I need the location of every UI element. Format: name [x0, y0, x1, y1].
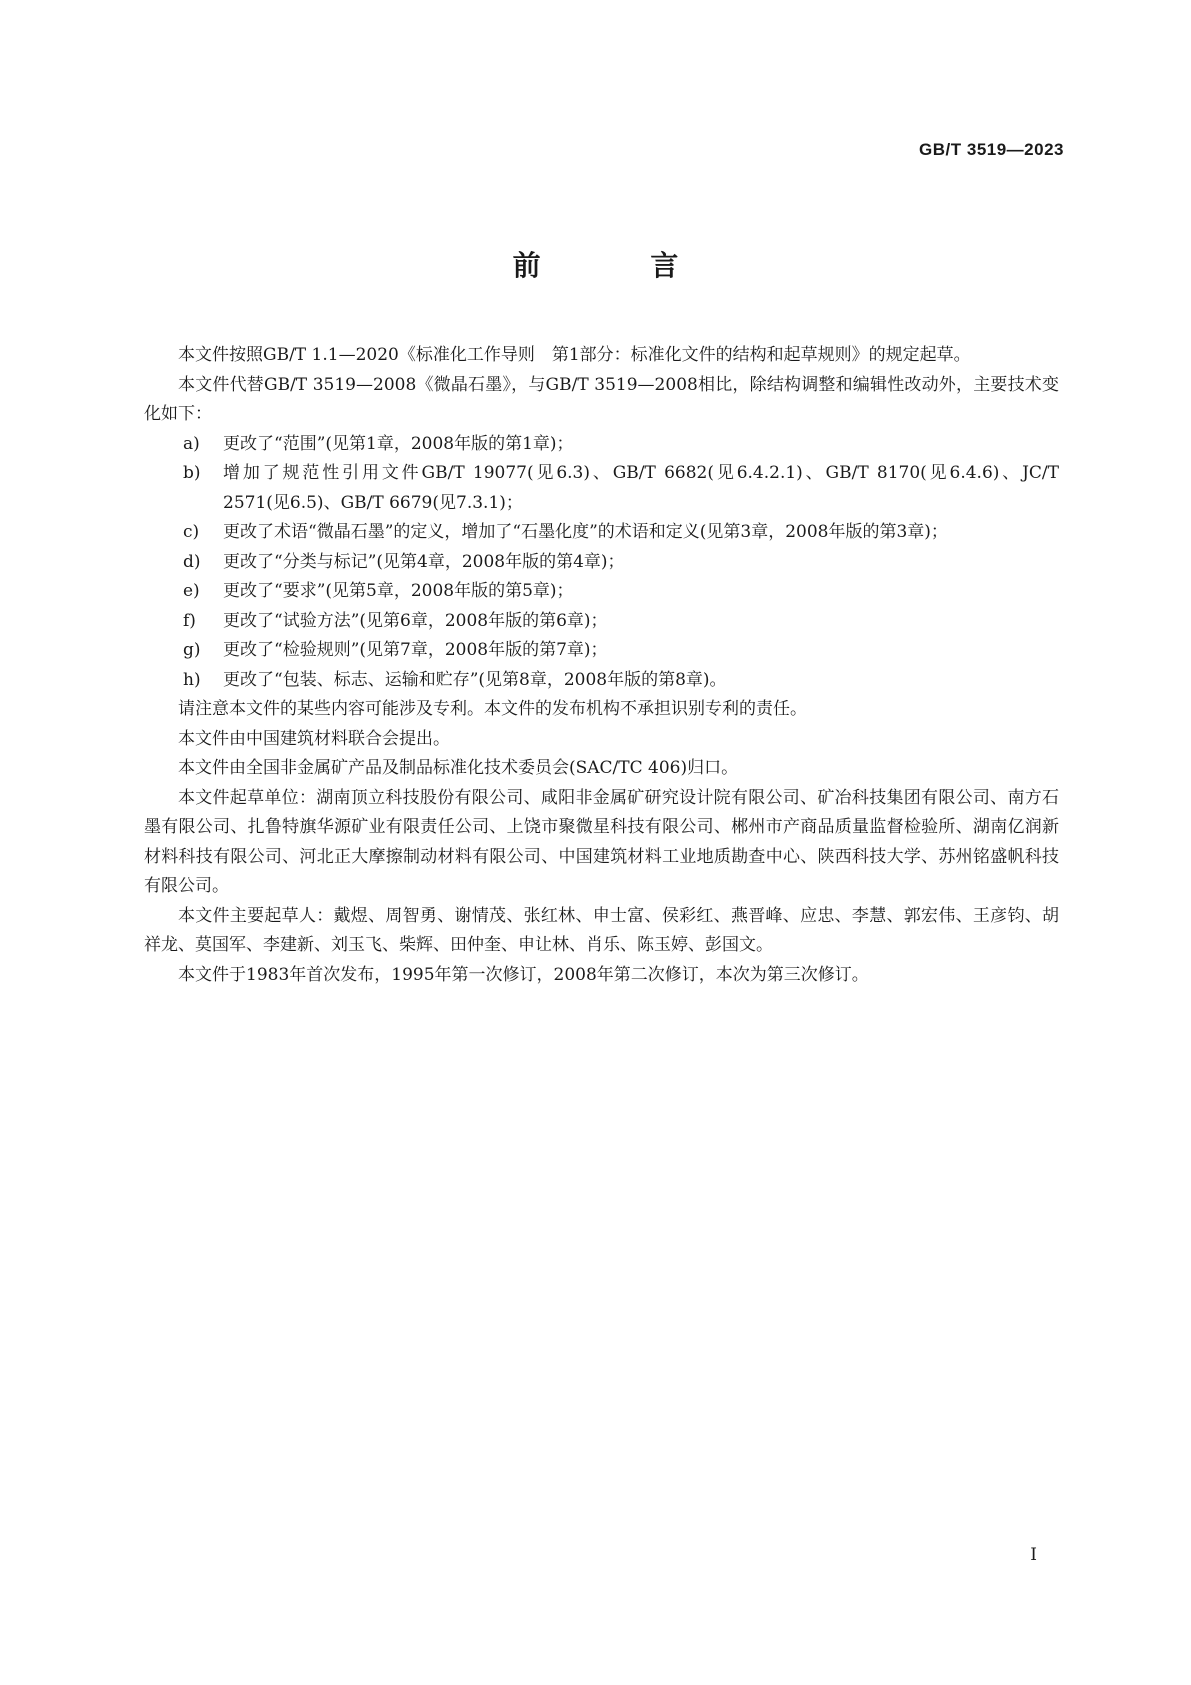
list-item-text: 更改了“分类与标记”(见第4章，2008年版的第4章)；: [223, 551, 625, 572]
paragraph-drafting-rules: 本文件按照GB/T 1.1—2020《标准化工作导则 第1部分：标准化文件的结构和起草规则》的规定起草。: [178, 345, 971, 365]
list-item: [144, 518, 1059, 548]
list-item-text: 更改了“范围”(见第1章，2008年版的第1章)；: [223, 433, 574, 454]
paragraph-committee: 本文件由全国非金属矿产品及制品标准化技术委员会(SAC/TC 406)归口。: [178, 758, 739, 778]
paragraph-replacement: 本文件代替GB/T 3519—2008《微晶石墨》，与GB/T 3519—2008相比，除结构调整和编辑性改动外，主要技术变化如下：: [144, 374, 1059, 424]
paragraph-drafters: 本文件主要起草人：戴煜、周智勇、谢情茂、张红林、申士富、侯彩红、燕晋峰、应忠、李慧、郭宏伟、王彦钧、胡祥龙、莫国军、李建新、刘玉飞、柴辉、田仲奎、申让林、肖乐、陈玉婷、彭国文。: [144, 905, 1059, 955]
list-item-text: 增加了规范性引用文件GB/T 19077(见6.3)、GB/T 6682(见6.4.2.1)、GB/T 8170(见6.4.6)、JC/T 2571(见6.5)、GB/T 6679(见7.3.1)；: [223, 463, 1059, 513]
page-title: 前 言: [512, 249, 729, 282]
list-item: [144, 430, 1059, 460]
list-item-text: 更改了术语“微晶石墨”的定义，增加了“石墨化度”的术语和定义(见第3章，2008年版的第3章)；: [223, 522, 948, 542]
paragraph-patent-notice: 请注意本文件的某些内容可能涉及专利。本文件的发布机构不承担识别专利的责任。: [178, 699, 807, 719]
foreword-body: [144, 341, 1059, 990]
paragraph-drafting-units: 本文件起草单位：湖南顶立科技股份有限公司、咸阳非金属矿研究设计院有限公司、矿冶科技集团有限公司、南方石墨有限公司、扎鲁特旗华源矿业有限责任公司、上饶市聚微星科技有限公司、郴州市产商品质量监督检验所、湖南亿润新材料科技有限公司、河北正大摩擦制动材料有限公司、中国建筑材料工业地质勘查中心、陕西科技大学、苏州铭盛帆科技有限公司。: [144, 787, 1059, 896]
list-item-marker: g): [183, 640, 201, 660]
list-item: [144, 666, 1059, 696]
list-item-marker: b): [183, 463, 201, 483]
list-item: [144, 607, 1059, 637]
list-item-marker: f): [183, 610, 196, 631]
list-item-text: 更改了“试验方法”(见第6章，2008年版的第6章)；: [223, 610, 608, 631]
page-number: I: [1030, 1545, 1037, 1565]
list-item: [144, 459, 1059, 518]
list-item-marker: e): [183, 581, 200, 601]
list-item: [144, 577, 1059, 607]
list-item-marker: d): [183, 551, 201, 572]
list-item-text: 更改了“包装、标志、运输和贮存”(见第8章，2008年版的第8章)。: [223, 669, 727, 690]
list-item-marker: a): [183, 433, 200, 454]
list-item-text: 更改了“检验规则”(见第7章，2008年版的第7章)；: [223, 640, 608, 660]
paragraph-proposer: 本文件由中国建筑材料联合会提出。: [178, 728, 450, 749]
paragraph-history: 本文件于1983年首次发布，1995年第一次修订，2008年第二次修订，本次为第三次修订。: [178, 964, 869, 985]
standard-number: GB/T 3519—2023: [919, 140, 1064, 159]
list-item: [144, 636, 1059, 666]
list-item: [144, 548, 1059, 578]
list-item-marker: c): [183, 522, 200, 542]
list-item-marker: h): [183, 669, 201, 690]
list-item-text: 更改了“要求”(见第5章，2008年版的第5章)；: [223, 581, 574, 601]
